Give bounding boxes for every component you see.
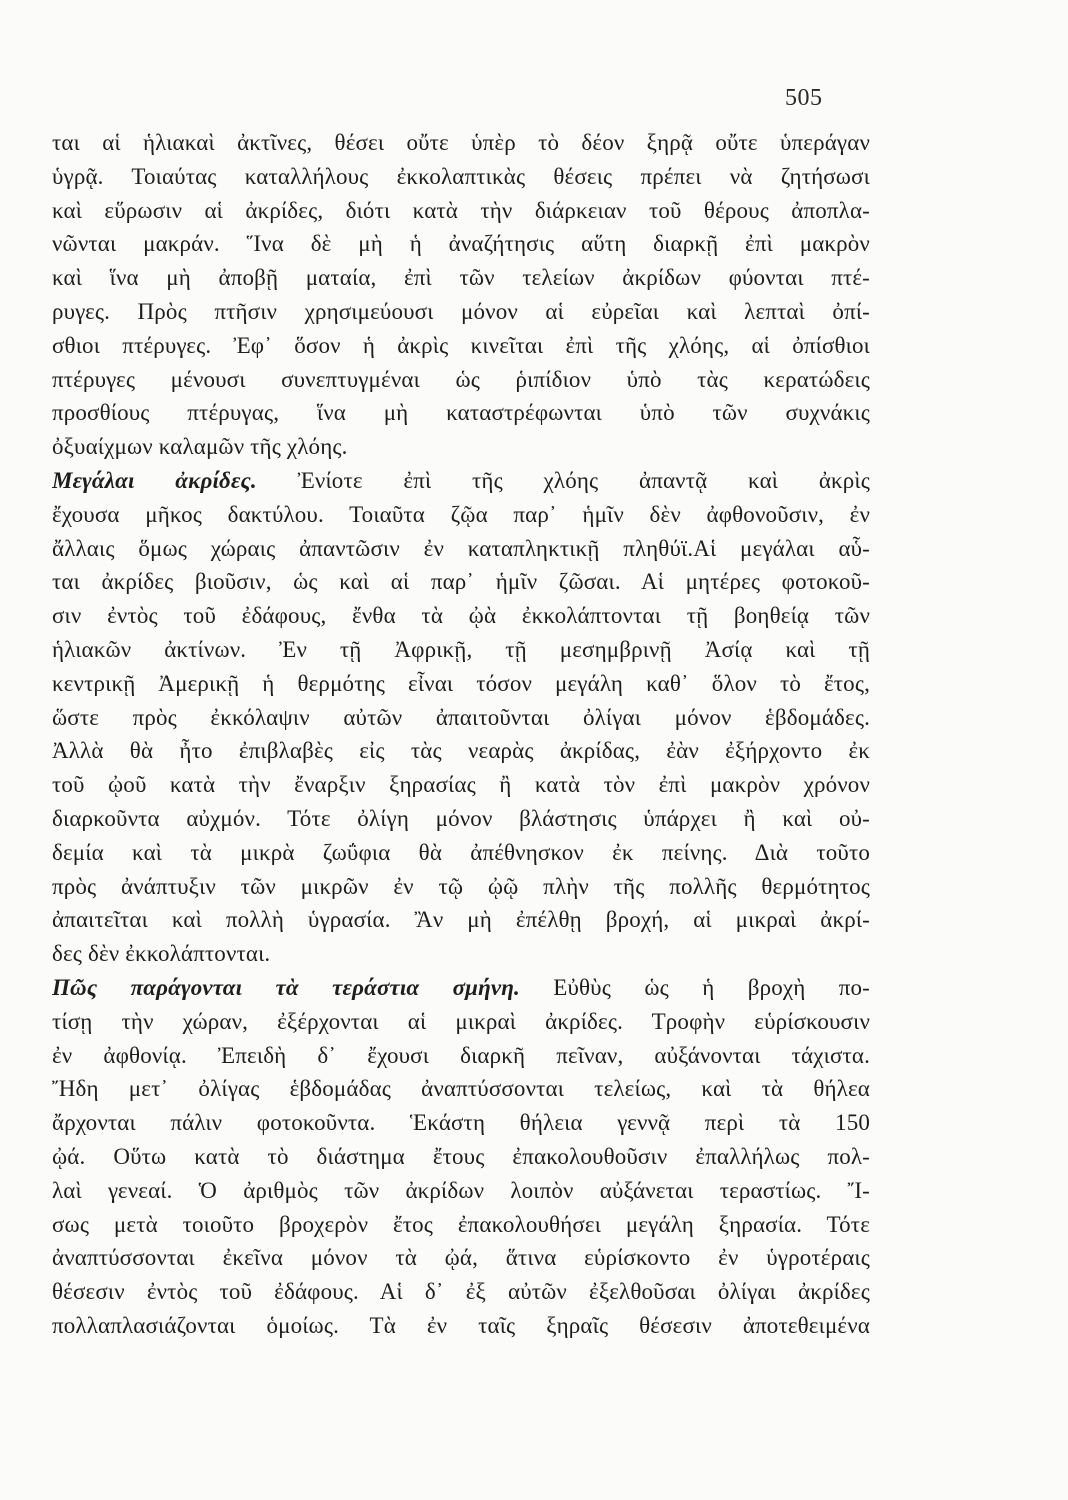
section-heading-large-locusts: Μεγάλαι ἀκρίδες.	[52, 467, 257, 493]
page-number: 505	[785, 85, 823, 111]
text-line-continuation: Ἐνίοτε ἐπὶ τῆς χλόης ἀπαντᾷ καὶ ἀκρὶς	[297, 467, 870, 493]
text-line: ἔχουσα μῆκος δακτύλου. Τοιαῦτα ζῷα παρ᾽ ἡμῖν δὲν ἀφθονοῦσιν, ἐν	[52, 501, 870, 527]
body-text	[52, 126, 870, 1343]
text-line: πολλαπλασιάζονται ὁμοίως. Τὰ ἐν ταῖς ξηραῖς θέσεσιν ἀποτεθειμένα	[52, 1312, 870, 1338]
text-line: ὥστε πρὸς ἐκκόλαψιν αὐτῶν ἀπαιτοῦνται ὀλίγαι μόνον ἑβδομάδες.	[52, 704, 870, 730]
text-line: προσθίους πτέρυγας, ἵνα μὴ καταστρέφωνται ὑπὸ τῶν συχνάκις	[52, 400, 870, 426]
text-line: διαρκοῦντα αὐχμόν. Τότε ὀλίγη μόνον βλάστησις ὑπάρχει ἢ καὶ οὐ-	[52, 805, 870, 831]
text-line: ἄρχονται πάλιν φοτοκοῦντα. Ἑκάστη θήλεια γεννᾷ περὶ τὰ 150	[52, 1110, 870, 1136]
text-line: πτέρυγες μένουσι συνεπτυγμέναι ὡς ῥιπίδιον ὑπὸ τὰς κερατώδεις	[52, 366, 870, 392]
text-line: κεντρικῇ Ἀμερικῇ ἡ θερμότης εἶναι τόσον μεγάλη καθ᾽ ὅλον τὸ ἔτος,	[52, 670, 870, 696]
text-line: ρυγες. Πρὸς πτῆσιν χρησιμεύουσι μόνον αἱ εὐρεῖαι καὶ λεπταὶ ὀπί-	[52, 298, 870, 324]
text-line: Ἤδη μετ᾽ ὀλίγας ἑβδομάδας ἀναπτύσσονται τελείως, καὶ τὰ θήλεα	[52, 1076, 870, 1102]
text-line: ἐν ἀφθονίᾳ. Ἐπειδὴ δ᾽ ἔχουσι διαρκῆ πεῖναν, αὐξάνονται τάχιστα.	[52, 1042, 870, 1068]
text-line: ται ἀκρίδες βιοῦσιν, ὡς καὶ αἱ παρ᾽ ἡμῖν ζῶσαι. Αἱ μητέρες φοτοκοῦ-	[52, 569, 870, 595]
text-line: νῶνται μακράν. Ἵνα δὲ μὴ ἡ ἀναζήτησις αὕτη διαρκῇ ἐπὶ μακρὸν	[52, 231, 870, 257]
text-line: τοῦ ᾠοῦ κατὰ τὴν ἔναρξιν ξηρασίας ἢ κατὰ τὸν ἐπὶ μακρὸν χρόνον	[52, 772, 870, 798]
text-line: Ἀλλὰ θὰ ἦτο ἐπιβλαβὲς εἰς τὰς νεαρὰς ἀκρίδας, ἐὰν ἐξήρχοντο ἐκ	[52, 738, 870, 764]
text-line: σθιοι πτέρυγες. Ἐφ᾽ ὅσον ἡ ἀκρὶς κινεῖται ἐπὶ τῆς χλόης, αἱ ὀπίσθιοι	[52, 332, 870, 358]
text-line-with-heading	[52, 971, 870, 1005]
text-line: καὶ εὕρωσιν αἱ ἀκρίδες, διότι κατὰ τὴν διάρκειαν τοῦ θέρους ἀποπλα-	[52, 197, 870, 223]
text-line: ὑγρᾷ. Τοιαύτας καταλλήλους ἐκκολαπτικὰς θέσεις πρέπει νὰ ζητήσωσι	[52, 163, 870, 189]
text-line: καὶ ἵνα μὴ ἀποβῇ ματαία, ἐπὶ τῶν τελείων ἀκρίδων φύονται πτέ-	[52, 265, 870, 291]
text-line: ἀναπτύσσονται ἐκεῖνα μόνον τὰ ᾠά, ἅτινα εὑρίσκοντο ἐν ὑγροτέραις	[52, 1245, 870, 1271]
text-line: σως μετὰ τοιοῦτο βροχερὸν ἔτος ἐπακολουθήσει μεγάλη ξηρασία. Τότε	[52, 1211, 870, 1237]
text-line: σιν ἐντὸς τοῦ ἐδάφους, ἔνθα τὰ ᾠὰ ἐκκολάπτονται τῇ βοηθείᾳ τῶν	[52, 603, 870, 629]
text-line: ὀξυαίχμων καλαμῶν τῆς χλόης.	[52, 434, 348, 460]
text-line: τίσῃ τὴν χώραν, ἐξέρχονται αἱ μικραὶ ἀκρίδες. Τροφὴν εὑρίσκουσιν	[52, 1008, 870, 1034]
text-line: δεμία καὶ τὰ μικρὰ ζωΰφια θὰ ἀπέθνησκον ἐκ πείνης. Διὰ τοῦτο	[52, 839, 870, 865]
text-line: δες δὲν ἐκκολάπτονται.	[52, 941, 271, 967]
text-line: ἀπαιτεῖται καὶ πολλὴ ὑγρασία. Ἂν μὴ ἐπέλθῃ βροχή, αἱ μικραὶ ἀκρί-	[52, 907, 870, 933]
text-line: ἡλιακῶν ἀκτίνων. Ἐν τῇ Ἀφρικῇ, τῇ μεσημβρινῇ Ἀσίᾳ καὶ τῇ	[52, 636, 870, 662]
text-line: πρὸς ἀνάπτυξιν τῶν μικρῶν ἐν τῷ ᾠῷ πλὴν τῆς πολλῆς θερμότητος	[52, 873, 870, 899]
text-line-continuation: Εὐθὺς ὡς ἡ βροχὴ πο-	[553, 974, 870, 1000]
text-line: λαὶ γενεαί. Ὁ ἀριθμὸς τῶν ἀκρίδων λοιπὸν αὐξάνεται τεραστίως. Ἴ-	[52, 1177, 870, 1203]
text-line-with-heading	[52, 464, 870, 498]
text-line: ἄλλαις ὅμως χώραις ἀπαντῶσιν ἐν καταπληκτικῇ πληθύϊ.Αἱ μεγάλαι αὗ-	[52, 535, 870, 561]
text-line: ᾠά. Οὕτω κατὰ τὸ διάστημα ἔτους ἐπακολουθοῦσιν ἐπαλλήλως πολ-	[52, 1143, 870, 1169]
text-line: ται αἱ ἡλιακαὶ ἀκτῖνες, θέσει οὔτε ὑπὲρ τὸ δέον ξηρᾷ οὔτε ὑπεράγαν	[52, 130, 870, 155]
section-heading-huge-swarms: Πῶς παράγονται τὰ τεράστια σμήνη.	[52, 974, 520, 1000]
text-line: θέσεσιν ἐντὸς τοῦ ἐδάφους. Αἱ δ᾽ ἐξ αὐτῶν ἐξελθοῦσαι ὀλίγαι ἀκρίδες	[52, 1279, 870, 1305]
